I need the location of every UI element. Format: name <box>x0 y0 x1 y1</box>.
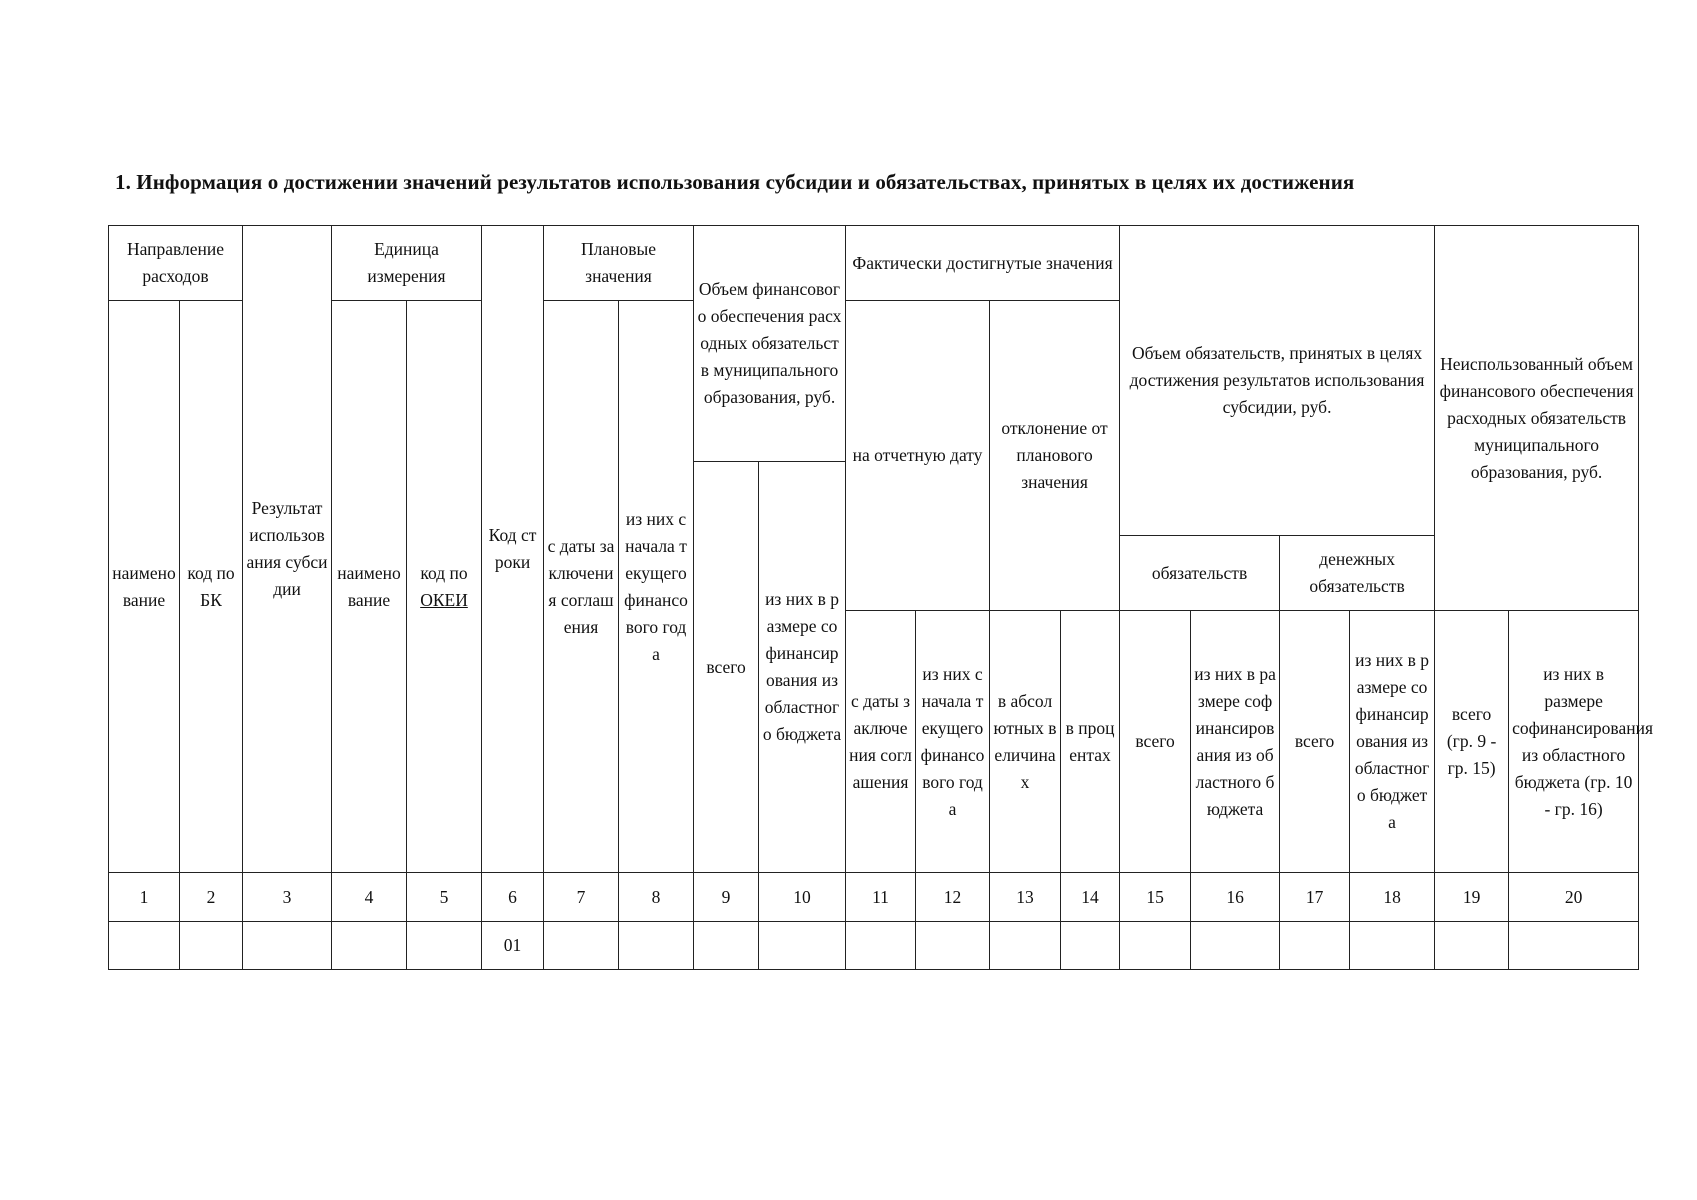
header-unused-total: всего (гр. 9 - гр. 15) <box>1435 611 1509 873</box>
column-number: 5 <box>407 873 482 922</box>
column-number: 12 <box>916 873 990 922</box>
header-planned: Плановые значения <box>544 226 694 301</box>
header-unused: Неиспользованный объем финансового обеспечения расходных обязательств муниципального образования, руб. <box>1435 226 1639 611</box>
data-cell[interactable] <box>1280 922 1350 970</box>
header-unit-code <box>407 301 482 873</box>
column-number: 17 <box>1280 873 1350 922</box>
data-cell[interactable] <box>1509 922 1639 970</box>
header-actual: Фактически достигнутые значения <box>846 226 1120 301</box>
data-cell[interactable] <box>619 922 694 970</box>
header-unit: Единица измерения <box>332 226 482 301</box>
column-number: 10 <box>759 873 846 922</box>
data-cell[interactable] <box>407 922 482 970</box>
page-title: 1. Информация о достижении значений результатов использования субсидии и обязательствах, принятых в целях их достижения <box>115 170 1355 194</box>
report-table <box>108 225 1654 970</box>
header-deviation-abs: в абсолютных величинах <box>990 611 1061 873</box>
column-number: 1 <box>109 873 180 922</box>
unit-code-prefix: код по <box>420 562 468 583</box>
column-number-row <box>109 873 1639 922</box>
data-cell[interactable] <box>694 922 759 970</box>
data-cell[interactable] <box>1350 922 1435 970</box>
column-number: 9 <box>694 873 759 922</box>
header-commitments-money: денежных обязательств <box>1280 536 1435 611</box>
data-cell[interactable] <box>243 922 332 970</box>
data-cell[interactable] <box>544 922 619 970</box>
header-unit-name: наименование <box>332 301 407 873</box>
column-number: 20 <box>1509 873 1639 922</box>
column-number: 2 <box>180 873 243 922</box>
column-number: 4 <box>332 873 407 922</box>
header-direction-name: наименование <box>109 301 180 873</box>
header-obligations-total: всего <box>1120 611 1191 873</box>
data-cell[interactable] <box>990 922 1061 970</box>
header-funding-total: всего <box>694 462 759 873</box>
column-number: 7 <box>544 873 619 922</box>
header-money-cofinance: из них в размере софинансирования из областного бюджета <box>1350 611 1435 873</box>
header-line-code: Код строки <box>482 226 544 873</box>
column-number: 8 <box>619 873 694 922</box>
line-code-cell: 01 <box>482 922 544 970</box>
data-cell[interactable] <box>180 922 243 970</box>
data-cell[interactable] <box>1191 922 1280 970</box>
header-direction-bk: код по БК <box>180 301 243 873</box>
header-direction: Направление расходов <box>109 226 243 301</box>
header-row-1 <box>109 226 1639 301</box>
header-commitments-obligations: обязательств <box>1120 536 1280 611</box>
column-number: 18 <box>1350 873 1435 922</box>
data-cell[interactable] <box>1120 922 1191 970</box>
column-number: 19 <box>1435 873 1509 922</box>
column-number: 6 <box>482 873 544 922</box>
data-cell[interactable] <box>332 922 407 970</box>
header-actual-from-year: из них с начала текущего финансового года <box>916 611 990 873</box>
header-deviation-pct: в процентах <box>1061 611 1120 873</box>
column-number: 3 <box>243 873 332 922</box>
column-number: 14 <box>1061 873 1120 922</box>
okei-link[interactable]: ОКЕИ <box>420 589 468 610</box>
data-cell[interactable] <box>846 922 916 970</box>
data-row <box>109 922 1639 970</box>
header-actual-deviation: отклонение от планового значения <box>990 301 1120 611</box>
column-number: 15 <box>1120 873 1191 922</box>
data-cell[interactable] <box>1435 922 1509 970</box>
header-actual-report-date: на отчетную дату <box>846 301 990 611</box>
column-number: 11 <box>846 873 916 922</box>
header-unused-cofinance: из них в размере софинансирования из областного бюджета (гр. 10 - гр. 16) <box>1509 611 1639 873</box>
header-planned-from-year: из них с начала текущего финансового года <box>619 301 694 873</box>
header-result: Результат использования субсидии <box>243 226 332 873</box>
data-cell[interactable] <box>1061 922 1120 970</box>
column-number: 16 <box>1191 873 1280 922</box>
header-actual-from-date: с даты заключения соглашения <box>846 611 916 873</box>
header-planned-from-date: с даты заключения соглашения <box>544 301 619 873</box>
header-funding: Объем финансового обеспечения расходных обязательств муниципального образования, руб. <box>694 226 846 462</box>
header-commitments: Объем обязательств, принятых в целях достижения результатов использования субсидии, руб. <box>1120 226 1435 536</box>
header-obligations-cofinance: из них в размере софинансирования из областного бюджета <box>1191 611 1280 873</box>
header-funding-cofinance: из них в размере софинансирования из областного бюджета <box>759 462 846 873</box>
header-money-total: всего <box>1280 611 1350 873</box>
data-cell[interactable] <box>916 922 990 970</box>
column-number: 13 <box>990 873 1061 922</box>
data-cell[interactable] <box>759 922 846 970</box>
data-cell[interactable] <box>109 922 180 970</box>
